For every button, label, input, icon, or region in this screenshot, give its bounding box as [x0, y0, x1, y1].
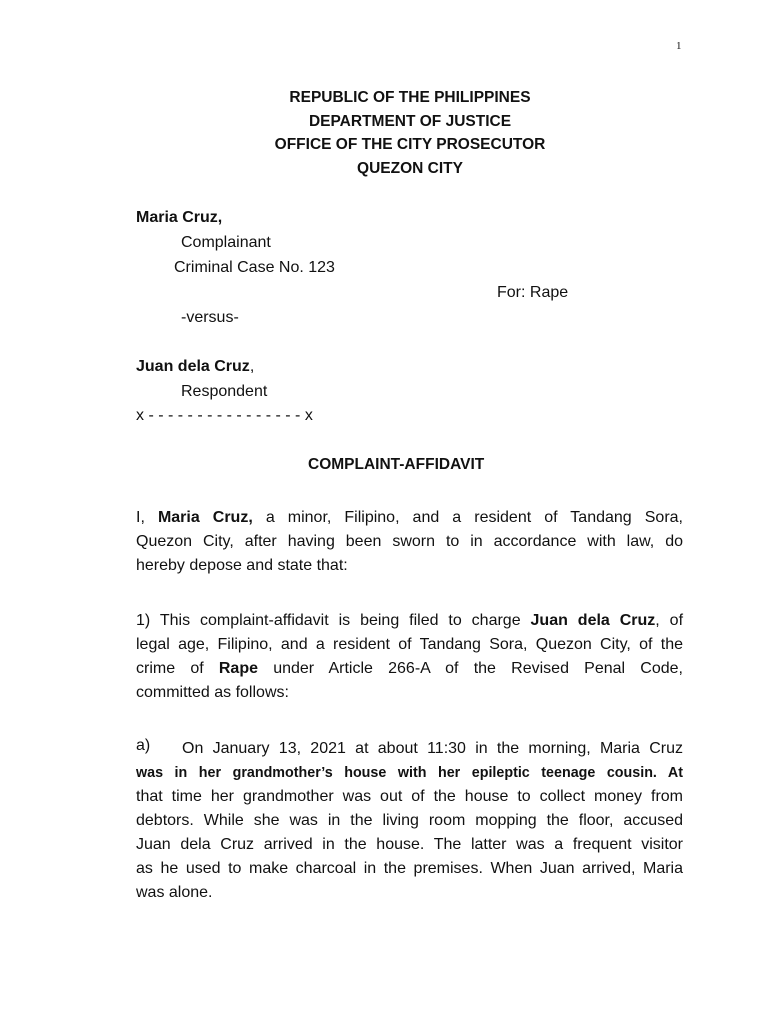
- paragraph-a: [136, 737, 683, 905]
- para1-line-2: legal age, Filipino, and a resident of Tandang Sora, Quezon City, of the: [136, 636, 683, 653]
- header-city: QUEZON CITY: [357, 159, 463, 177]
- para-a-line-5: Juan dela Cruz arrived in the house. The latter was a frequent visitor: [136, 836, 683, 853]
- affiant-name: Maria Cruz,: [157, 509, 253, 526]
- complainant-name: Maria Cruz,: [136, 209, 223, 226]
- accused-name: Juan dela Cruz: [530, 612, 656, 629]
- versus-label: -versus-: [181, 309, 239, 326]
- para-a-line-1: On January 13, 2021 at about 11:30 in the morning, Maria Cruz: [182, 740, 683, 757]
- intro-paragraph: [136, 506, 683, 578]
- respondent-line: [136, 358, 254, 376]
- para1-line-4: committed as follows:: [136, 684, 289, 701]
- para-a-line-4: debtors. While she was in the living room mopping the floor, accused: [136, 812, 683, 829]
- para-a-marker: a): [136, 737, 151, 754]
- respondent-role: Respondent: [181, 383, 268, 400]
- intro-line-3: hereby depose and state that:: [136, 557, 348, 574]
- paragraph-1: [136, 609, 683, 705]
- para-a-line-2: was in her grandmother’s house with her epileptic teenage cousin. At: [136, 765, 683, 781]
- header-republic: REPUBLIC OF THE PHILIPPINES: [289, 89, 531, 106]
- intro-line-2: Quezon City, after having been sworn to in accordance with law, do: [136, 533, 683, 550]
- document-title: COMPLAINT-AFFIDAVIT: [308, 456, 485, 473]
- caption-separator: x - - - - - - - - - - - - - - - - x: [136, 407, 313, 424]
- respondent-name: Juan dela Cruz: [136, 358, 250, 375]
- para-a-line-7: was alone.: [136, 884, 213, 901]
- page-number: 1: [676, 40, 682, 52]
- document-header: [0, 86, 768, 180]
- para-a-line-3: that time her grandmother was out of the house to collect money from: [136, 788, 683, 805]
- case-number: Criminal Case No. 123: [174, 259, 335, 276]
- charge-label: For: Rape: [497, 284, 569, 301]
- para-a-line-6: as he used to make charcoal in the premises. When Juan arrived, Maria: [136, 860, 683, 877]
- crime-name: Rape: [218, 660, 258, 677]
- intro-line-1: I, Maria Cruz, a minor, Filipino, and a resident of Tandang Sora,: [136, 509, 683, 526]
- header-office: OFFICE OF THE CITY PROSECUTOR: [274, 136, 546, 153]
- para1-line-3: crime of Rape under Article 266-A of the Revised Penal Code,: [136, 660, 683, 677]
- respondent-comma: ,: [249, 358, 255, 375]
- complainant-role: Complainant: [181, 234, 271, 251]
- para1-line-1: 1) This complaint-affidavit is being filed to charge Juan dela Cruz, of: [136, 612, 684, 629]
- header-department: DEPARTMENT OF JUSTICE: [308, 112, 512, 130]
